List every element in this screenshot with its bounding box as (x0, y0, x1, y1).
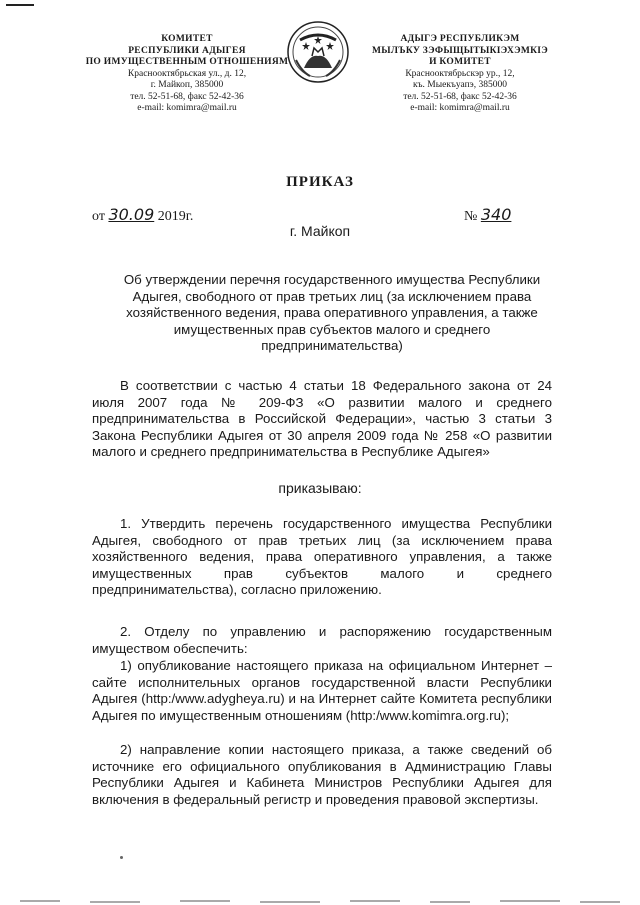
order-item-2: 2. Отделу по управлению и распоряжению государственным имуществом обеспечить: (92, 624, 552, 656)
coat-of-arms-emblem-icon (286, 20, 350, 84)
order-item-2-2: 2) направление копии настоящего приказа, а также сведений об источнике его официального опубликования в Администрацию Главы Республики Адыгея и Кабинета Министров Республики Адыгея для включения в федеральный регистр и проведения правовой экспертизы. (92, 742, 552, 807)
org-name-line: ПО ИМУЩЕСТВЕННЫМ ОТНОШЕНИЯМ (85, 57, 289, 67)
header-right-block (362, 34, 558, 115)
document-subject: Об утверждении перечня государственного имущества Республики Адыгея, свободного от прав третьих лиц (за исключением права хозяйственного ведения, права оперативного управления, а также имущественных прав субъектов малого и среднего предпринимательства) (123, 272, 541, 353)
scan-speck (120, 856, 123, 859)
org-name-line: АДЫГЭ РЕСПУБЛИКЭМ (400, 34, 520, 44)
number-prefix: № (464, 209, 478, 224)
org-phone: тел. 52-51-68, факс 52-42-36 (403, 91, 517, 102)
order-item-1: 1. Утвердить перечень государственного имущества Республики Адыгея, свободного от прав третьих лиц (за исключением права хозяйственного ведения, права оперативного управления, а также имущественных прав субъектов малого и среднего предпринимательства), согласно приложению. (92, 516, 552, 597)
preamble-paragraph: В соответствии с частью 4 статьи 18 Федерального закона от 24 июля 2007 года № 209-ФЗ «О развитии малого и среднего предпринимательства в Российской Федерации», частью 3 статьи 3 Закона Республики Адыгея от 30 апреля 2009 года № 258 «О развитии малого и среднего предпринимательства в Республике Адыгея» (92, 378, 552, 459)
order-word: приказываю: (278, 480, 362, 496)
org-name-line: И КОМИТЕТ (429, 57, 491, 67)
org-email: e-mail: komimra@mail.ru (137, 103, 237, 113)
date-year: 2019г. (157, 209, 194, 224)
org-email: e-mail: komimra@mail.ru (410, 103, 510, 113)
org-phone: тел. 52-51-68, факс 52-42-36 (130, 91, 244, 102)
scan-corner-mark (6, 4, 34, 6)
scan-bottom-edge-noise (0, 897, 640, 905)
org-name-line: МЫЛЪКУ ЗЭФЫЩЫТЫКІЭХЭМКІЭ (371, 45, 549, 56)
document-city: г. Майкоп (289, 223, 351, 239)
org-address: Краснооктябрьская ул., д. 12, (127, 68, 247, 79)
org-city: г. Майкоп, 385000 (150, 80, 224, 90)
org-name-line: КОМИТЕТ (161, 34, 213, 44)
document-number (464, 205, 511, 225)
handwritten-date: 30.09 (108, 205, 155, 224)
date-number-line (92, 205, 552, 225)
date-prefix: от (92, 209, 105, 224)
handwritten-number: 340 (480, 205, 512, 224)
header-left-block (82, 34, 292, 115)
org-name-line: РЕСПУБЛИКИ АДЫГЕЯ (128, 45, 246, 56)
org-address: Краснооктябрьскэр ур., 12, (405, 68, 515, 79)
order-item-2-1: 1) опубликование настоящего приказа на официальном Интернет – сайте исполнительных органов государственной власти Республики Адыгея (http:/www.adygheya.ru) и на Интернет сайте Комитета республики Адыгея по имущественным отношениям (http:/www.komimra.org.ru); (92, 658, 552, 723)
org-city: къ. Мыекъуапэ, 385000 (413, 80, 507, 90)
document-title: ПРИКАЗ (286, 174, 354, 190)
